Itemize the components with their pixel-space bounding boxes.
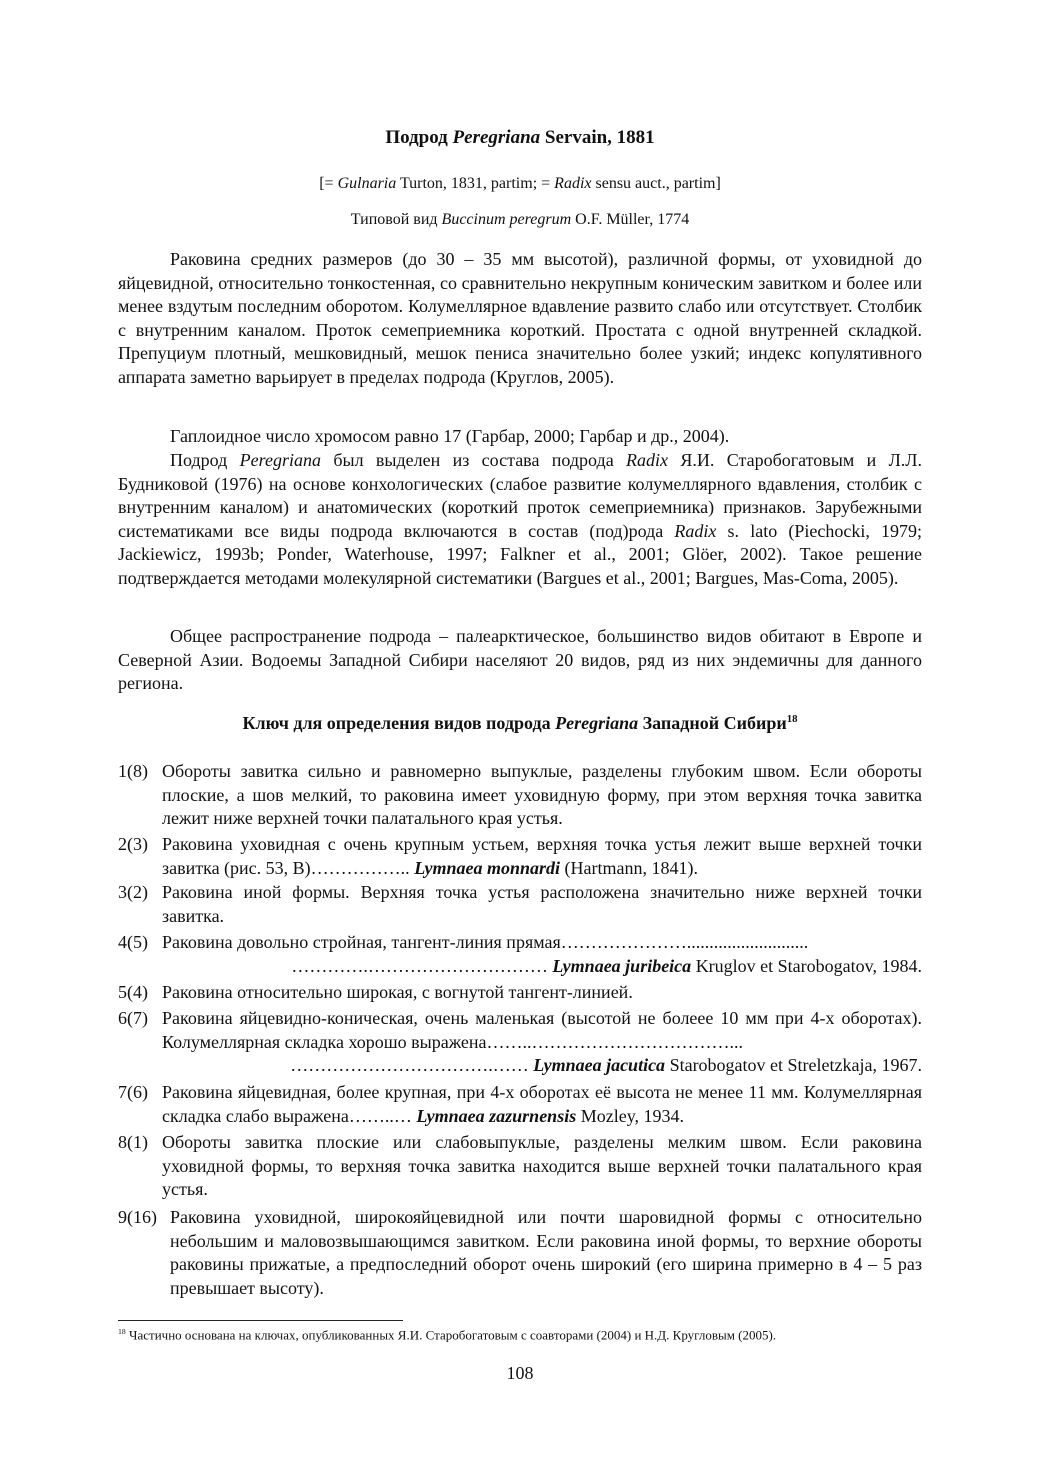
footnote: $^{18}$ Частично основана на ключах, опубликованных Я.И. Старобогатовым с соавторами (2004) и Н.Д. Кругловым (2005). bbox=[118, 1327, 777, 1343]
couplet-text: Обороты завитка сильно и равномерно выпуклые, разделены глубоким швом. Если обороты плоские, а шов мелкий, то раковина имеет уховидную форму, при этом верхняя точка завитка лежит ниже верхней точки палатального края устья. bbox=[162, 761, 922, 829]
paragraph-distribution: Общее распространение подрода – палеарктическое, большинство видов обитают в Европе и Северной Азии. Водоемы Западной Сибири населяют 20 видов, ряд из них эндемичны для данного региона. bbox=[118, 626, 922, 694]
species-name: Lymnaea jacutica bbox=[533, 1055, 666, 1076]
couplet-number: 6(7) bbox=[118, 1008, 148, 1028]
couplet-text: Раковина иной формы. Верхняя точка устья расположена значительно ниже верхней точки завитка. bbox=[162, 882, 922, 926]
key-couplet-4 bbox=[118, 931, 922, 978]
key-couplet-9 bbox=[118, 1206, 922, 1300]
footnote-divider bbox=[118, 1320, 403, 1321]
type-species-line: Типовой вид Buccinum peregrum O.F. Müller, 1774 bbox=[350, 211, 690, 228]
key-title: Ключ для определения видов подрода Peregriana Западной Сибири$^{18}$ bbox=[242, 713, 798, 733]
species-name: Lymnaea monnardi bbox=[414, 857, 561, 878]
species-name: Lymnaea zazurnensis bbox=[416, 1105, 577, 1126]
couplet-text: Раковина яйцевидно-коническая, очень маленькая (высотой не болеее 10 мм при 4-х оборотах). Колумеллярная складка хорошо выражена……..……………………………... …………………………….…… Lymnaea jacutica Starobogatov et Streletzkaja, 1967. bbox=[162, 1008, 922, 1076]
couplet-text: Раковина относительно широкая, с вогнутой тангент-линией. bbox=[162, 982, 633, 1002]
couplet-number: 3(2) bbox=[118, 882, 148, 902]
species-name: Lymnaea juribeica bbox=[552, 955, 692, 976]
subgenus-title: Подрод Peregriana Servain, 1881 bbox=[385, 127, 655, 148]
couplet-number: 8(1) bbox=[118, 1132, 148, 1152]
key-couplet-6 bbox=[118, 1007, 922, 1078]
synonymy-line: [= Gulnaria Turton, 1831, partim; = Radix sensu auct., partim] bbox=[319, 175, 721, 192]
couplet-number: 9(16) bbox=[118, 1207, 157, 1227]
key-couplet-3 bbox=[118, 881, 922, 928]
couplet-number: 4(5) bbox=[118, 932, 148, 952]
key-couplet-2 bbox=[118, 833, 922, 880]
page-number: 108 bbox=[506, 1363, 534, 1383]
couplet-text: Раковина яйцевидная, более крупная, при 4-х оборотах её высота не менее 11 мм. Колумеллярная складка слабо выражена……..… Lymnaea zazurnensis Mozley, 1934. bbox=[162, 1082, 922, 1126]
paragraph-chromosomes: Гаплоидное число хромосом равно 17 (Гарбар, 2000; Гарбар и др., 2004). bbox=[170, 426, 730, 446]
couplet-text: Обороты завитка плоские или слабовыпуклые, разделены мелким швом. Если раковина уховидной формы, то верхняя точка завитка находится выше верхней точки палатального края устья. bbox=[162, 1132, 922, 1200]
couplet-number: 2(3) bbox=[118, 834, 148, 854]
couplet-number: 1(8) bbox=[118, 761, 148, 781]
couplet-text: Раковина уховидной, широкояйцевидной или почти шаровидной формы с относительно небольшим и маловозвышающимся завитком. Если раковина иной формы, то верхние обороты раковины прижатые, а предпоследний оборот очень широкий (его ширина примерно в 4 – 5 раз превышает высоту). bbox=[170, 1207, 922, 1298]
couplet-text: Раковина уховидная с очень крупным устьем, верхняя точка устья лежит выше верхней точки завитка (рис. 53, В)…………….. Lymnaea monnardi (Hartmann, 1841). bbox=[162, 834, 922, 878]
key-couplet-5 bbox=[118, 981, 922, 1005]
key-couplet-1 bbox=[118, 760, 922, 831]
couplet-number: 5(4) bbox=[118, 982, 148, 1002]
paragraph-history: Подрод Peregriana был выделен из состава подрода Radix Я.И. Старобогатовым и Л.Л. Будниковой (1976) на основе конхологических (слабое развитие колумеллярного вдавления, столбик с внутренним каналом) и анатомических (короткий проток семеприемника) признаков. Зарубежными систематиками все виды подрода включаются в состав (под)рода Radix s. lato (Piechocki, 1979; Jackiewicz, 1993b; Ponder, Waterhouse, 1997; Falkner et al., 2001; Glöer, 2002). Такое решение подтверждается методами молекулярной систематики (Bargues et al., 2001; Bargues, Mas-Coma, 2005). bbox=[118, 450, 923, 588]
couplet-number: 7(6) bbox=[118, 1082, 148, 1102]
paragraph-description: Раковина средних размеров (до 30 – 35 мм высотой), различной формы, от уховидной до яйцевидной, относительно тонкостенная, со сравнительно некрупным коническим завитком и более или менее вздутым последним оборотом. Колумеллярное вдавление развито слабо или отсутствует. Столбик с внутренним каналом. Проток семеприемника короткий. Простата с одной внутренней складкой. Препуциум плотный, мешковидный, мешок пениса значительно более узкий; индекс копулятивного аппарата заметно варьирует в пределах подрода (Круглов, 2005). bbox=[118, 249, 922, 387]
couplet-text: Раковина довольно стройная, тангент-линия прямая…………………........................... ………….………………………… Lymnaea juribeica Kruglov et Starobogatov, 1984. bbox=[162, 932, 922, 976]
key-couplet-8 bbox=[118, 1131, 922, 1202]
key-couplet-7 bbox=[118, 1081, 922, 1128]
